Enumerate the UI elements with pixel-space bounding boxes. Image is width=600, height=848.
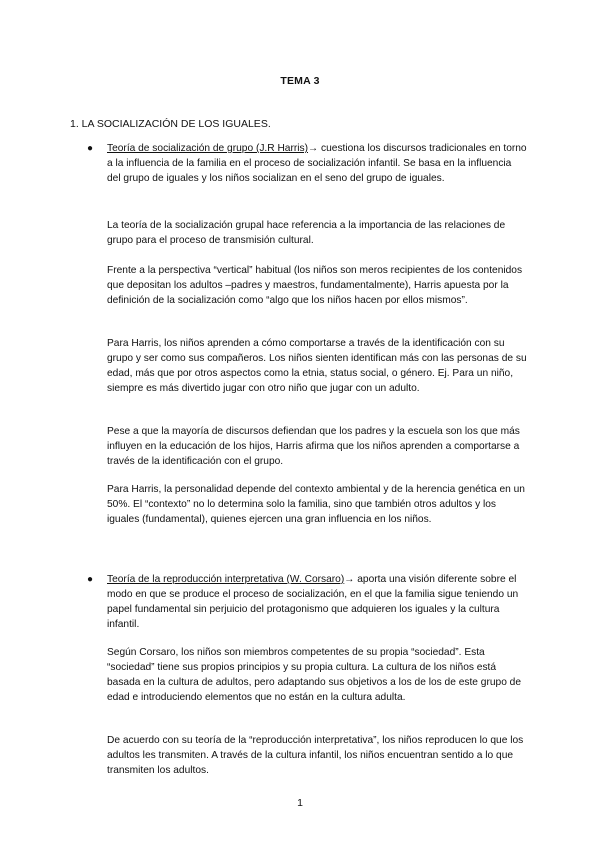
paragraph: Pese a que la mayoría de discursos defiendan que los padres y la escuela son los que más influyen en la educación de los hijos, Harris afirma que los niños aprenden a comportarse a través de la identificación con el grupo. xyxy=(107,426,520,467)
bullet-dot-icon: ● xyxy=(87,574,94,585)
paragraph: Según Corsaro, los niños son miembros competentes de su propia “sociedad”. Esta “sociedad” tiene sus propios principios y su propia cultura. La cultura de los niños está basada en la cultura de adultos, pero adaptando sus objetivos a los de los de este grupo de edad e introduciendo elementos que no están en la cultura adulta. xyxy=(107,647,522,703)
corsaro-theory-link[interactable]: Teoría de la reproducción interpretativa (W. Corsaro) xyxy=(107,574,345,585)
section-heading: 1. LA SOCIALIZACIÓN DE LOS IGUALES. xyxy=(70,118,271,130)
bullet-dot-icon: ● xyxy=(87,143,94,154)
paragraph: De acuerdo con su teoría de la “reproducción interpretativa”, los niños reproducen lo que los adultos les transmiten. A través de la cultura infantil, los niños encuentran sentido a lo que transmiten los adultos. xyxy=(107,735,524,776)
harris-theory-link[interactable]: Teoría de socialización de grupo (J.R Harris) xyxy=(107,143,309,154)
bullet-2-text: → aporta una visión diferente sobre el modo en que se produce el proceso de socialización, en el que la familia sigue teniendo un papel fundamental sin perjuicio del protagonismo que adquieren los iguales y la cultura infantil. xyxy=(107,574,519,630)
page-title: TEMA 3 xyxy=(280,75,320,87)
paragraph: La teoría de la socialización grupal hace referencia a la importancia de las relaciones de grupo para el proceso de transmisión cultural. xyxy=(107,220,506,246)
bullet-1-text: → cuestiona los discursos tradicionales en torno a la influencia de la familia en el proceso de socialización infantil. Se basa en la influencia del grupo de iguales y los niños socializan en el seno del grupo de iguales. xyxy=(107,143,527,184)
bullet-1-lead xyxy=(87,141,527,186)
bullet-2-lead xyxy=(87,572,527,632)
paragraph: Frente a la perspectiva “vertical” habitual (los niños son meros recipientes de los contenidos que depositan los adultos –padres y maestros, fundamentalmente), Harris apuesta por la definición de la socialización como “algo que los niños hacen por ellos mismos”. xyxy=(107,265,523,306)
paragraph: Para Harris, la personalidad depende del contexto ambiental y de la herencia genética en un 50%. El “contexto” no lo determina solo la familia, sino que también otros adultos y los iguales (fundamental), quienes ejercen una gran influencia en los niños. xyxy=(107,484,525,525)
page-number: 1 xyxy=(297,797,303,809)
paragraph: Para Harris, los niños aprenden a cómo comportarse a través de la identificación con su grupo y ser como sus compañeros. Los niños sienten identifican más con las personas de su edad, más que por otros aspectos como la etnia, status social, o género. Ej. Para un niño, siempre es más divertido jugar con otro niño que jugar con un adulto. xyxy=(107,338,527,394)
